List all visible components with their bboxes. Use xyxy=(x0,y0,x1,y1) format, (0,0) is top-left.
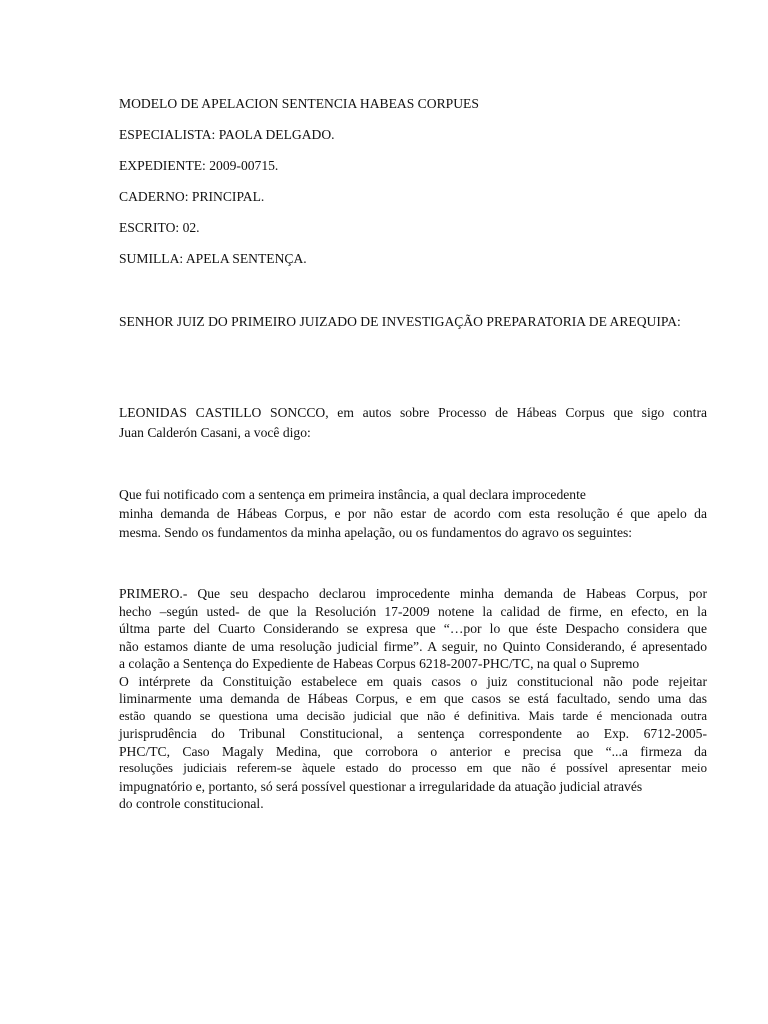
primero-line: PHC/TC, Caso Magaly Medina, que corrobora o anterior e precisa que “...a firmeza da xyxy=(119,743,707,759)
primero-line: do controle constitucional. xyxy=(119,796,264,811)
primero-line: resoluções judiciais referem-se àquele estado do processo em que não é possível apresentar meio xyxy=(119,761,707,775)
addressee-line: SENHOR JUIZ DO PRIMEIRO JUIZADO DE INVESTIGAÇÃO PREPARATORIA DE AREQUIPA: xyxy=(119,314,681,329)
notice-paragraph xyxy=(119,485,707,542)
primero-line: O intérprete da Constituição estabelece em quais casos o juiz constitucional não pode rejeitar xyxy=(119,673,707,689)
primero-line: a colação a Sentença do Expediente de Habeas Corpus 6218-2007-PHC/TC, na qual o Supremo xyxy=(119,656,640,671)
primero-line: liminarmente uma demanda de Hábeas Corpus, e em que casos se está facultado, sendo uma das xyxy=(119,691,707,706)
notice-line: Que fui notificado com a sentença em primeira instância, a qual declara improcedente xyxy=(119,487,586,502)
notice-line: minha demanda de Hábeas Corpus, e por não estar de acordo com esta resolução é que apelo da xyxy=(119,506,707,521)
case-number-line: EXPEDIENTE: 2009-00715. xyxy=(119,158,279,173)
writ-number-line: ESCRITO: 02. xyxy=(119,220,200,235)
primero-line: estão quando se questiona uma decisão judicial que não é definitiva. Mais tarde é mencionada outra xyxy=(119,708,707,723)
primero-line: jurisprudência do Tribunal Constitucional, a sentença correspondente ao Exp. 6712-2005- xyxy=(119,726,707,741)
primero-line: últma parte del Cuarto Considerando se expresa que “…por lo que éste Despacho considera que xyxy=(119,621,707,636)
primero-line: impugnatório e, portanto, só será possível questionar a irregularidade da atuação judicial através xyxy=(119,778,643,794)
notice-line: mesma. Sendo os fundamentos da minha apelação, ou os fundamentos do agravo os seguintes: xyxy=(119,525,633,540)
primero-line: PRIMERO.- Que seu despacho declarou improcedente minha demanda de Habeas Corpus, por xyxy=(119,586,707,601)
intro-line: Juan Calderón Casani, a você digo: xyxy=(119,424,311,440)
primero-line: não estamos diante de uma resolução judicial firme”. A seguir, no Quinto Considerando, é apresentado xyxy=(119,638,707,654)
summary-line: SUMILLA: APELA SENTENÇA. xyxy=(119,251,307,266)
notebook-line: CADERNO: PRINCIPAL. xyxy=(119,189,265,204)
primero-line: hecho –según usted- de que la Resolución 17-2009 notene la calidad de firme, en efecto, en la xyxy=(119,603,707,619)
primero-paragraph xyxy=(119,584,707,812)
document-title: MODELO DE APELACION SENTENCIA HABEAS CORPUES xyxy=(119,96,479,111)
specialist-line: ESPECIALISTA: PAOLA DELGADO. xyxy=(119,127,335,142)
intro-line: LEONIDAS CASTILLO SONCCO, em autos sobre Processo de Hábeas Corpus que sigo contra xyxy=(119,405,707,420)
intro-paragraph xyxy=(119,403,707,442)
